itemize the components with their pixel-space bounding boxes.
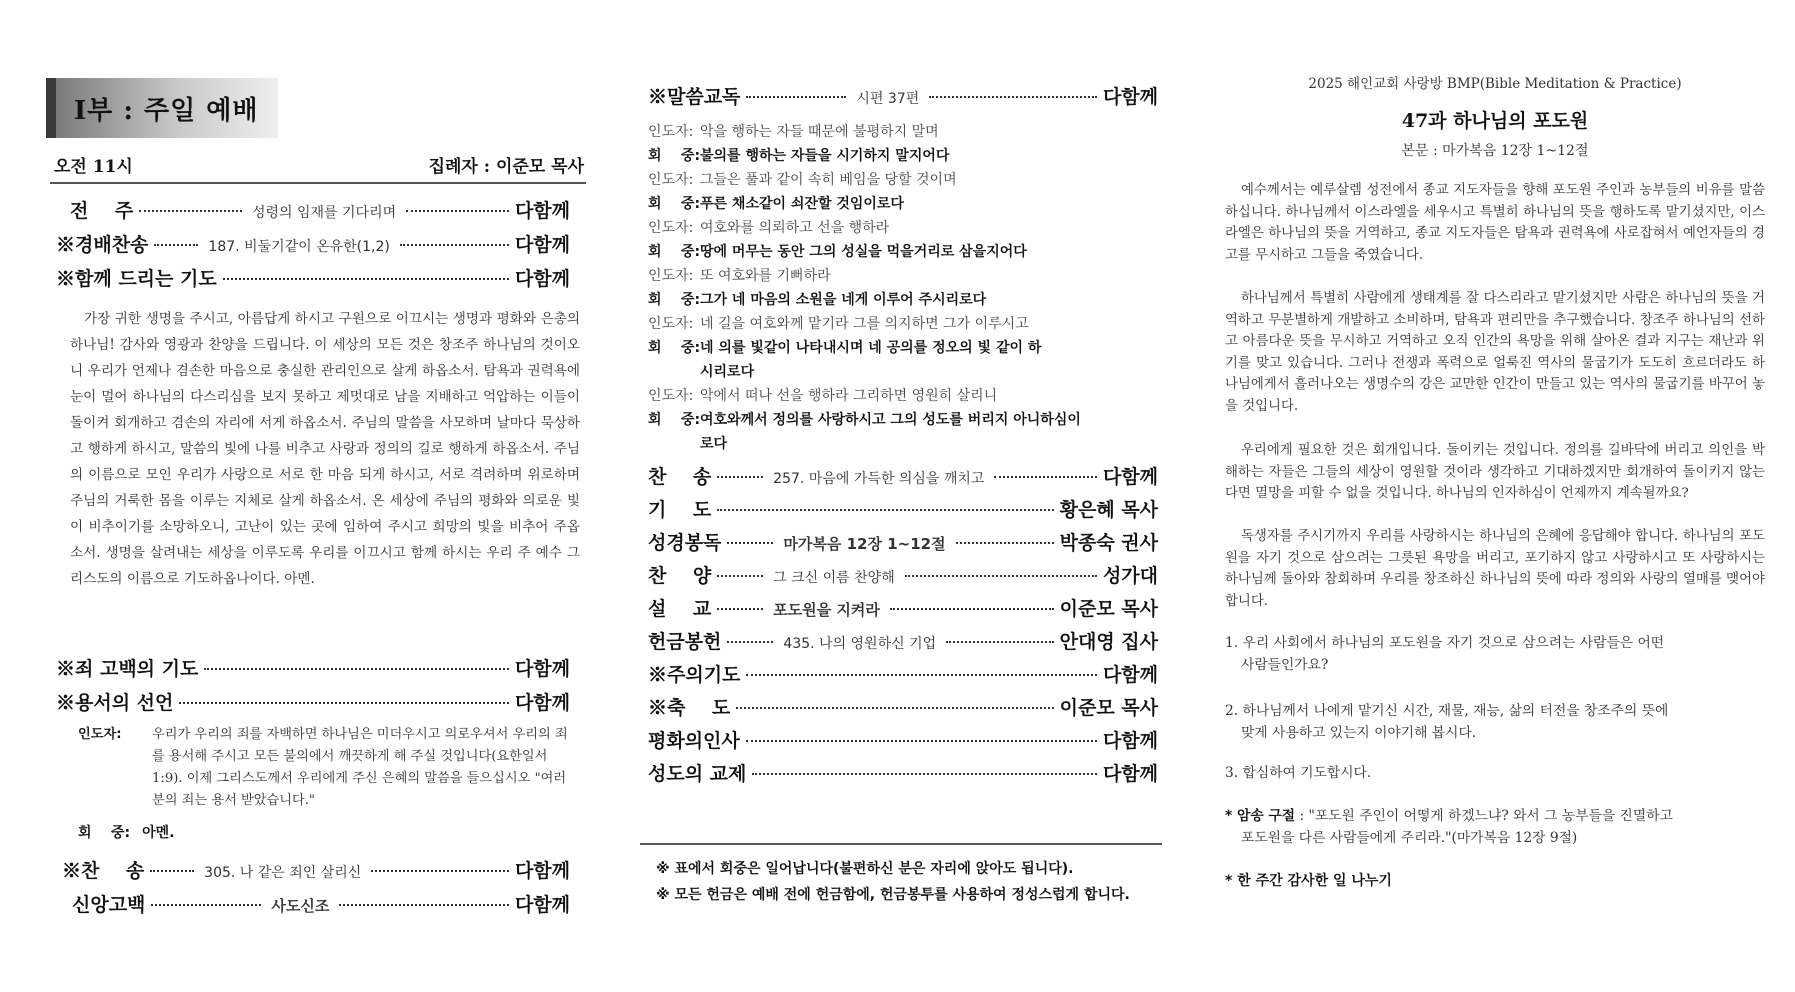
- item-responsible: 박종숙 권사: [1059, 532, 1158, 554]
- speaker-label: 인도자:: [648, 124, 694, 140]
- divider: [50, 182, 586, 184]
- leader-dots: [717, 608, 763, 610]
- congregation-line: [648, 240, 1153, 264]
- item-name: ※주의기도: [648, 664, 741, 686]
- leader-dots: [154, 244, 198, 246]
- lesson-paragraph: 우리에게 필요한 것은 회개입니다. 돌이키는 것입니다. 정의를 길바닥에 버리고 의인을 박해하는 자들은 그들의 세상이 영원할 것이라 생각하고 기대하겠지만 회개하여 돌이키지 않는다면 멸망을 피할 수 없을 것입니다. 하나님의 인자하심이 언제까지 계속될까요?: [1225, 443, 1765, 501]
- order-item: [648, 528, 1158, 555]
- order-item: [648, 726, 1158, 753]
- item-responsible: 성가대: [1102, 565, 1158, 587]
- item-name: 찬 양: [648, 565, 712, 587]
- item-name: 설 교: [648, 598, 712, 620]
- leader-dots: [339, 904, 509, 906]
- leader-dots: [956, 542, 1054, 544]
- item-detail: 435. 나의 영원하신 기업: [783, 636, 937, 652]
- leader-label: 인도자:: [78, 727, 122, 742]
- item-responsible: 황은혜 목사: [1059, 499, 1158, 521]
- leader-dots: [717, 575, 763, 577]
- offering-note: ※ 모든 헌금은 예배 전에 헌금함에, 헌금봉투를 사용하여 정성스럽게 합니다.: [656, 887, 1130, 903]
- leader-dots: [139, 210, 242, 212]
- reading-text: 그가 네 마음의 소원을 네게 이루어 주시리로다: [700, 292, 987, 308]
- leader-dots: [717, 476, 763, 478]
- lesson-title: 47과 하나님의 포도원: [1401, 110, 1589, 132]
- reading-text: 네 길을 여호와께 맡기라 그를 의지하면 그가 이루시고: [700, 316, 1029, 332]
- leader-line: [648, 168, 1153, 192]
- leader-dots: [890, 608, 1054, 610]
- leader-dots: [746, 674, 1097, 676]
- item-responsible: 안대영 집사: [1059, 631, 1158, 653]
- item-responsible: 다함께: [1102, 730, 1158, 752]
- standing-note: ※ 표에서 회중은 일어납니다(불편하신 분은 자리에 앉아도 됩니다).: [656, 861, 1074, 877]
- order-item: [648, 594, 1158, 621]
- lesson-scripture: 본문 : 마가복음 12장 1~12절: [1401, 143, 1589, 159]
- congregation-line: [648, 192, 1153, 216]
- leader-dots: [406, 210, 509, 212]
- divider: [640, 843, 1162, 845]
- item-detail: 마가복음 12장 1~12절: [783, 535, 946, 553]
- leader-line: [648, 264, 1153, 288]
- leader-dots: [179, 702, 509, 704]
- item-responsible: 다함께: [1102, 664, 1158, 686]
- leader-dots: [905, 575, 1097, 577]
- reading-text-continued: 시리로다: [700, 364, 755, 380]
- part-title-box: [46, 78, 278, 138]
- reading-text: 그들은 풀과 같이 속히 베임을 당할 것이며: [700, 172, 957, 188]
- service-leader: 집례자 : 이준모 목사: [428, 157, 584, 177]
- leader-dots: [946, 641, 1053, 643]
- speaker-label: 인도자:: [648, 172, 694, 188]
- order-item: [648, 627, 1158, 654]
- item-detail: 포도원을 지켜라: [773, 601, 880, 619]
- leader-line: [648, 312, 1153, 336]
- leader-dots: [746, 740, 1097, 742]
- reading-text: 네 의를 빛같이 나타내시며 네 공의를 정오의 빛 같이 하: [700, 340, 1042, 356]
- discussion-question: 1. 우리 사회에서 하나님의 포도원을 자기 것으로 삼으려는 사람들은 어떤 사람들인가요?: [1225, 635, 1665, 673]
- item-responsible: 이준모 목사: [1059, 697, 1158, 719]
- reading-text-continued: 로다: [700, 436, 728, 452]
- speaker-label: 회 중:: [648, 148, 701, 164]
- item-name: 성경봉독: [648, 532, 722, 554]
- leader-line: [648, 120, 1153, 144]
- reading-text: 악에서 떠나 선을 행하라 그리하면 영원히 살리니: [700, 388, 998, 404]
- time-leader-row: [54, 152, 584, 177]
- leader-dots: [150, 870, 194, 872]
- amen-text: 아멘.: [142, 825, 175, 841]
- leader-dots: [204, 668, 509, 670]
- reading-text: 또 여호와를 기뻐하라: [700, 268, 831, 284]
- speaker-label: 인도자:: [648, 268, 694, 284]
- memory-verse: * 암송 구절 : "포도원 주인이 어떻게 하겠느냐? 와서 그 농부들을 진멸하고 포도원을 다른 사람들에게 주리라."(마가복음 12장 9절): [1225, 808, 1673, 846]
- leader-dots: [400, 244, 509, 246]
- reading-text: 여호와께서 정의를 사랑하시고 그의 성도를 버리지 아니하심이: [700, 412, 1081, 428]
- responsive-reading-header: ※말씀교독 시편 37편 다함께: [648, 86, 1158, 108]
- order-item: [648, 495, 1158, 522]
- reading-text: 푸른 채소같이 쇠잔할 것임이로다: [700, 196, 904, 212]
- discussion-question: 3. 합심하여 기도합시다.: [1225, 765, 1372, 781]
- item-responsible: 다함께: [1102, 763, 1158, 785]
- lesson-paragraph: 독생자를 주시기까지 우리를 사랑하시는 하나님의 은혜에 응답해야 합니다. 하나님의 포도원을 자기 것으로 삼으려는 그릇된 욕망을 버리고, 포기하지 않고 사랑하시고 또 사랑하시는 하나님께 돌아와 참회하며 우리를 창조하신 하나님의 뜻에 따라 정의와 사랑의 열매를 맺어야 합니다.: [1225, 529, 1765, 609]
- leader-line: [648, 216, 1153, 240]
- item-name: 성도의 교제: [648, 763, 747, 785]
- order-item: ※용서의 선언 다함께: [56, 692, 570, 714]
- item-responsible: 이준모 목사: [1059, 598, 1158, 620]
- order-item: 신앙고백 사도신조 다함께: [72, 894, 570, 916]
- congregation-line: [648, 288, 1153, 312]
- study-series-title: 2025 해인교회 사랑방 BMP(Bible Meditation & Practice): [1308, 76, 1682, 92]
- order-item: ※죄 고백의 기도 다함께: [56, 658, 570, 680]
- congregation-amen: [78, 822, 175, 842]
- leader-dots: [727, 542, 773, 544]
- congregation-line: [648, 408, 1153, 456]
- item-name: 헌금봉헌: [648, 631, 722, 653]
- lesson-paragraph: 하나님께서 특별히 사람에게 생태계를 잘 다스리라고 맡기셨지만 사람은 하나님의 뜻을 거역하고 무분별하게 개발하고 소비하며, 탐욕과 편리만을 추구했습니다. 창조주 하나님의 선하고 아름다운 뜻을 무시하고 거역하고 오직 인간의 욕망을 위해 살아온 결과 지구는 재난과 위기를 맞고 있습니다. 그러나 전쟁과 폭력으로 얼룩진 역사의 물굽기가 도도히 흐르더라도 하나님에게서 흘러나오는 생명수의 강은 교만한 인간이 만들고 있는 역사의 물굽기를 바꾸어 놓을 것입니다.: [1225, 291, 1765, 414]
- order-item: [648, 660, 1158, 687]
- item-name: 평화의인사: [648, 730, 740, 752]
- reading-text: 여호와를 의뢰하고 선을 행하라: [700, 220, 890, 236]
- leader-line: [648, 384, 1153, 408]
- speaker-label: 회 중:: [648, 292, 701, 308]
- reading-text: 악을 행하는 자들 때문에 불평하지 말며: [700, 124, 939, 140]
- item-name: 기 도: [648, 499, 712, 521]
- item-name: 찬 송: [648, 466, 712, 488]
- absolution-declaration: [78, 724, 578, 812]
- reading-text: 땅에 머무는 동안 그의 성실을 먹을거리로 삼을지어다: [700, 244, 1027, 260]
- speaker-label: 인도자:: [648, 220, 694, 236]
- order-item: ※찬 송 305. 나 같은 죄인 살리신 다함께: [62, 860, 570, 882]
- declaration-text: 우리가 우리의 죄를 자백하면 하나님은 미더우시고 의로우셔서 우리의 죄를 용서해 주시고 모든 불의에서 깨끗하게 해 주실 것입니다(요한일서 1:9). 이제 그리스도께서 우리에게 주신 은혜의 말씀을 들으십시오 "여러분의 죄는 용서 받았습니다.": [152, 727, 568, 808]
- speaker-label: 인도자:: [648, 388, 694, 404]
- leader-dots: [727, 641, 773, 643]
- order-item: 전 주 성령의 임재를 기다리며 다함께: [70, 200, 570, 222]
- common-prayer-text: 가장 귀한 생명을 주시고, 아름답게 하시고 구원으로 이끄시는 생명과 평화와 은총의 하나님! 감사와 영광과 찬양을 드립니다. 이 세상의 모든 것은 창조주 하나님의 것이오니 우리가 언제나 겸손한 마음으로 충실한 관리인으로 살게 하옵소서. 탐욕과 권력욕에 눈이 멀어 하나님의 다스리심을 보지 못하고 제멋대로 남을 지배하고 억압하는 이들이 돌이켜 회개하고 겸손의 자리에 서게 하옵소서. 주님의 말씀을 사모하며 날마다 묵상하고 행하게 하시고, 말씀의 빛에 나를 비추고 사랑과 정의의 길로 행하게 하옵소서. 주님의 이름으로 모인 우리가 사랑으로 서로 한 마음 되게 하시고, 서로 격려하며 위로하며 주님의 거룩한 몸을 이루는 지체로 살게 하옵소서. 온 세상에 주님의 평화와 의로운 빛이 비추이기를 소망하오니, 고난이 있는 곳에 임하여 주시고 희망의 빛을 비추어 주옵소서. 생명을 살려내는 세상을 이루도록 우리를 이끄시고 함께 하시는 우리 주 예수 그리스도의 이름으로 기도하옵나이다. 아멘.: [70, 311, 580, 587]
- speaker-label: 인도자:: [648, 316, 694, 332]
- speaker-label: 회 중:: [648, 412, 701, 428]
- leader-dots: [223, 278, 509, 280]
- part-title: I부 : 주일 예배: [74, 96, 259, 126]
- leader-dots: [929, 96, 1097, 98]
- congregation-line: [648, 336, 1153, 384]
- leader-dots: [151, 904, 261, 906]
- congregation-line: [648, 144, 1153, 168]
- order-item: [648, 693, 1158, 720]
- thanksgiving-sharing: * 한 주간 감사한 일 나누기: [1225, 873, 1392, 889]
- congregation-label: 회 중:: [78, 825, 131, 841]
- item-detail: 그 크신 이름 찬양해: [773, 570, 895, 586]
- service-time: 오전 11시: [54, 157, 133, 177]
- item-detail: 257. 마음에 가득한 의심을 깨치고: [773, 471, 985, 487]
- order-item: [648, 561, 1158, 588]
- reading-text: 불의를 행하는 자들을 시기하지 말지어다: [700, 148, 950, 164]
- item-responsible: 다함께: [1102, 466, 1158, 488]
- leader-dots: [717, 509, 1053, 511]
- leader-dots: [752, 773, 1097, 775]
- order-item: [648, 462, 1158, 489]
- speaker-label: 회 중:: [648, 244, 701, 260]
- leader-dots: [746, 96, 846, 98]
- memory-verse-label: * 암송 구절: [1225, 808, 1296, 824]
- item-name: ※축 도: [648, 697, 731, 719]
- leader-dots: [736, 707, 1053, 709]
- order-item: [648, 759, 1158, 786]
- leader-dots: [994, 476, 1097, 478]
- leader-dots: [371, 870, 509, 872]
- order-item: ※함께 드리는 기도 다함께: [56, 268, 570, 290]
- discussion-question: 2. 하나님께서 나에게 맡기신 시간, 재물, 재능, 삶의 터전을 창조주의 뜻에 맞게 사용하고 있는지 이야기해 봅시다.: [1225, 703, 1669, 741]
- speaker-label: 회 중:: [648, 340, 701, 356]
- order-item: ※경배찬송 187. 비둘기같이 온유한(1,2) 다함께: [56, 234, 570, 256]
- lesson-paragraph: 예수께서는 예루살렘 성전에서 종교 지도자들을 향해 포도원 주인과 농부들의 비유를 말씀하십니다. 하나님께서 이스라엘을 세우시고 특별히 하나님의 뜻을 행하도록 맡기셨지만, 이스라엘은 하나님의 뜻을 거역하고, 종교 지도자들은 탐욕과 권력욕에 사로잡혀서 예언자들의 경고를 무시하고 그들을 죽였습니다.: [1225, 183, 1765, 263]
- speaker-label: 회 중:: [648, 196, 701, 212]
